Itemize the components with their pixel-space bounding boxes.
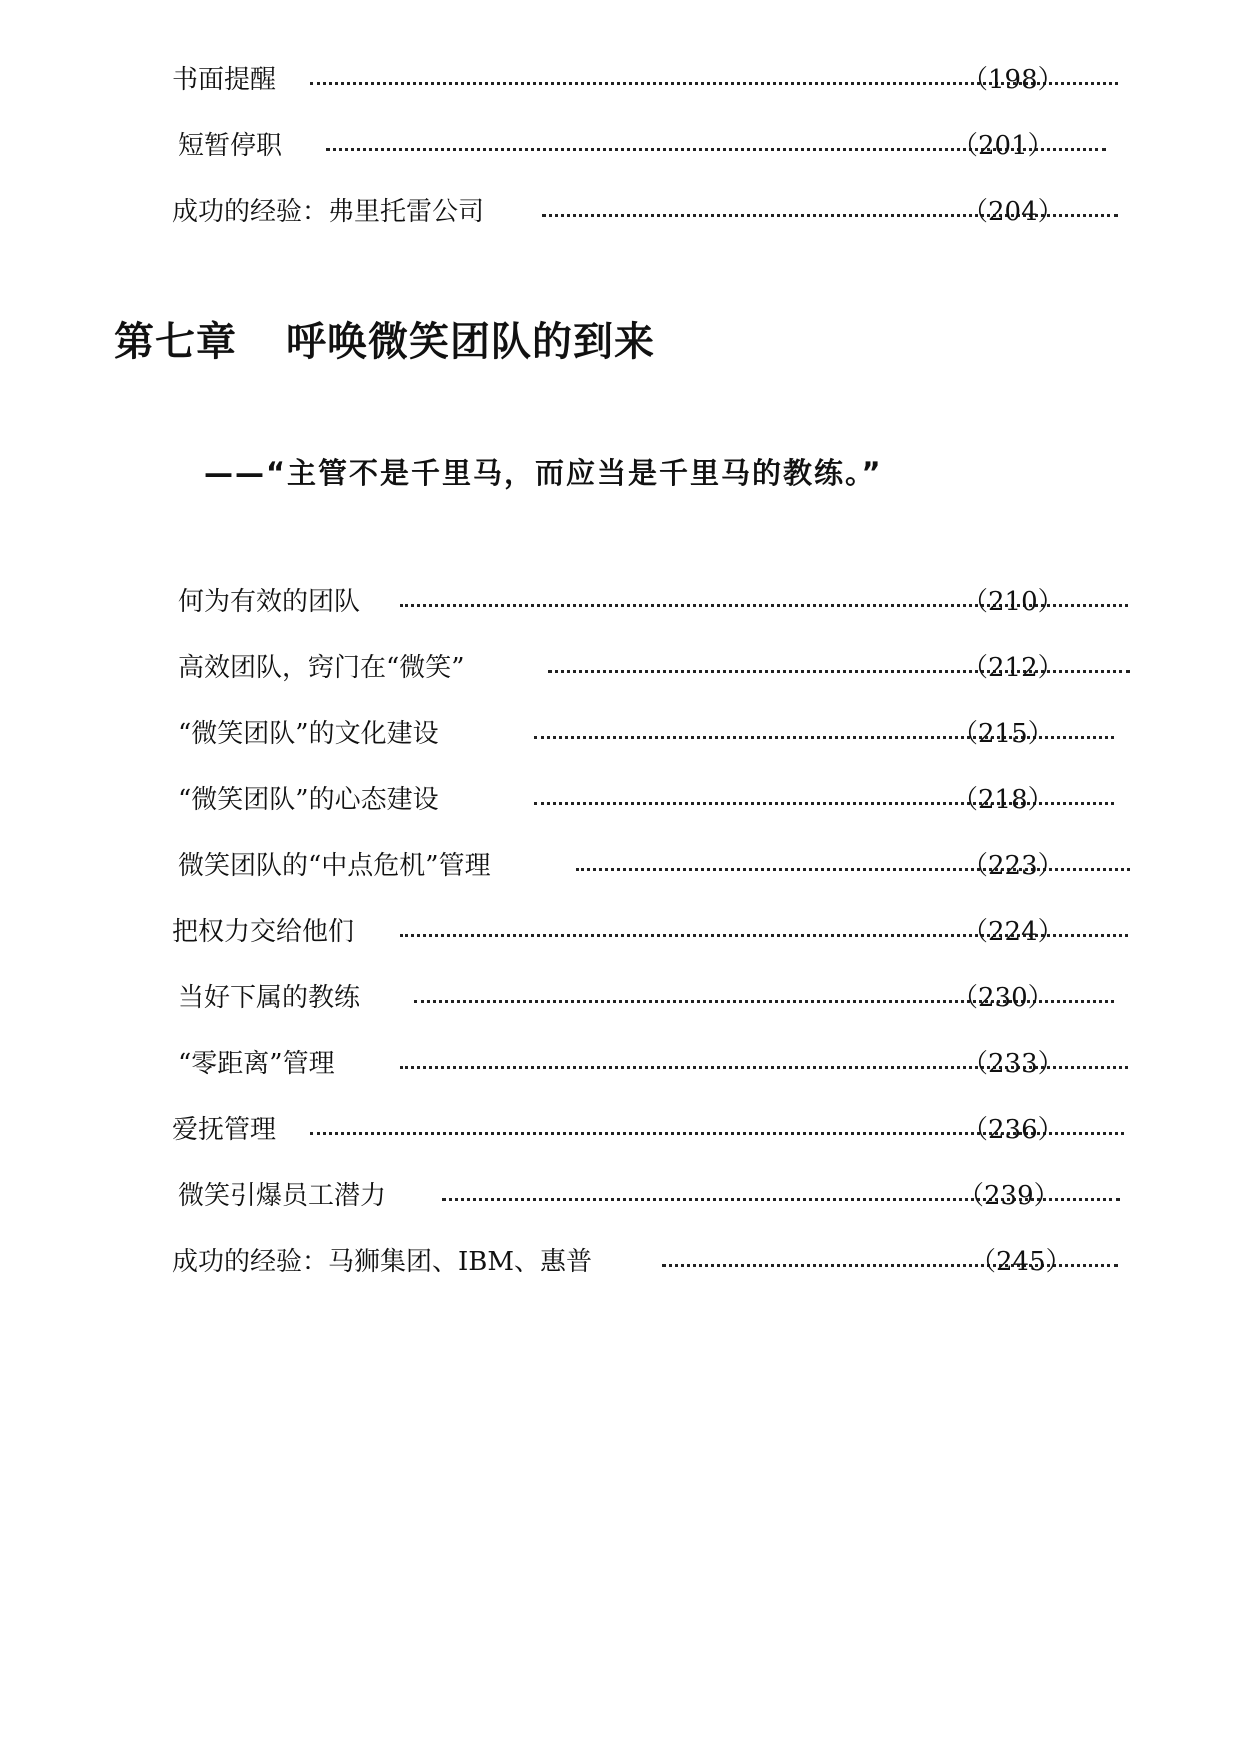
toc-entry[interactable] (172, 192, 1072, 232)
toc-entry[interactable] (172, 1242, 1072, 1282)
toc-entry[interactable] (178, 714, 1078, 754)
toc-entry-title: 当好下属的教练 (178, 983, 361, 1013)
toc-entry[interactable] (178, 1044, 1078, 1084)
toc-entry[interactable] (178, 978, 1078, 1018)
toc-entry-title: 微笑团队的“中点危机”管理 (178, 851, 491, 881)
toc-entry-page: （224） (962, 917, 1064, 947)
toc-entry[interactable] (178, 648, 1078, 688)
chapter-heading (114, 312, 655, 372)
toc-entry-page: （218） (952, 785, 1054, 815)
toc-entry-title: “零距离”管理 (178, 1049, 335, 1079)
toc-entry-title: “微笑团队”的文化建设 (178, 719, 439, 749)
toc-entry-title: 微笑引爆员工潜力 (178, 1181, 387, 1211)
toc-entry-title: “微笑团队”的心态建设 (178, 785, 439, 815)
toc-entry-page: （233） (962, 1049, 1064, 1079)
toc-entry[interactable] (178, 126, 1078, 166)
toc-entry-title: 何为有效的团队 (178, 587, 361, 617)
toc-entry-page: （204） (962, 197, 1064, 227)
toc-entry[interactable] (178, 846, 1078, 886)
toc-entry[interactable] (172, 1110, 1072, 1150)
toc-entry-title: 书面提醒 (172, 65, 277, 95)
toc-entry-page: （215） (952, 719, 1054, 749)
chapter-epigraph: ——“主管不是千里马，而应当是千里马的教练。” (204, 456, 883, 490)
toc-entry-page: （210） (962, 587, 1064, 617)
toc-entry-title: 成功的经验：弗里托雷公司 (172, 197, 485, 227)
toc-entry[interactable] (172, 60, 1072, 100)
chapter-number: 第七章 (114, 319, 237, 365)
toc-entry-title: 爱抚管理 (172, 1115, 277, 1145)
toc-entry[interactable] (178, 1176, 1078, 1216)
toc-entry-page: （201） (952, 131, 1054, 161)
toc-entry-page: （212） (962, 653, 1064, 683)
toc-entry-title: 把权力交给他们 (172, 917, 355, 947)
toc-entry-title: 短暂停职 (178, 131, 283, 161)
toc-entry-page: （230） (952, 983, 1054, 1013)
toc-entry[interactable] (178, 780, 1078, 820)
toc-entry-page: （223） (962, 851, 1064, 881)
toc-entry[interactable] (172, 912, 1072, 952)
toc-entry-page: （236） (962, 1115, 1064, 1145)
toc-entry-page: （198） (962, 65, 1064, 95)
toc-entry-page: （239） (958, 1181, 1060, 1211)
toc-entry-title: 成功的经验：马狮集团、IBM、惠普 (172, 1247, 592, 1277)
toc-entry[interactable] (178, 582, 1078, 622)
toc-entry-page: （245） (970, 1247, 1072, 1277)
toc-entry-title: 高效团队，窍门在“微笑” (178, 653, 465, 683)
chapter-title: 呼唤微笑团队的到来 (286, 319, 655, 365)
